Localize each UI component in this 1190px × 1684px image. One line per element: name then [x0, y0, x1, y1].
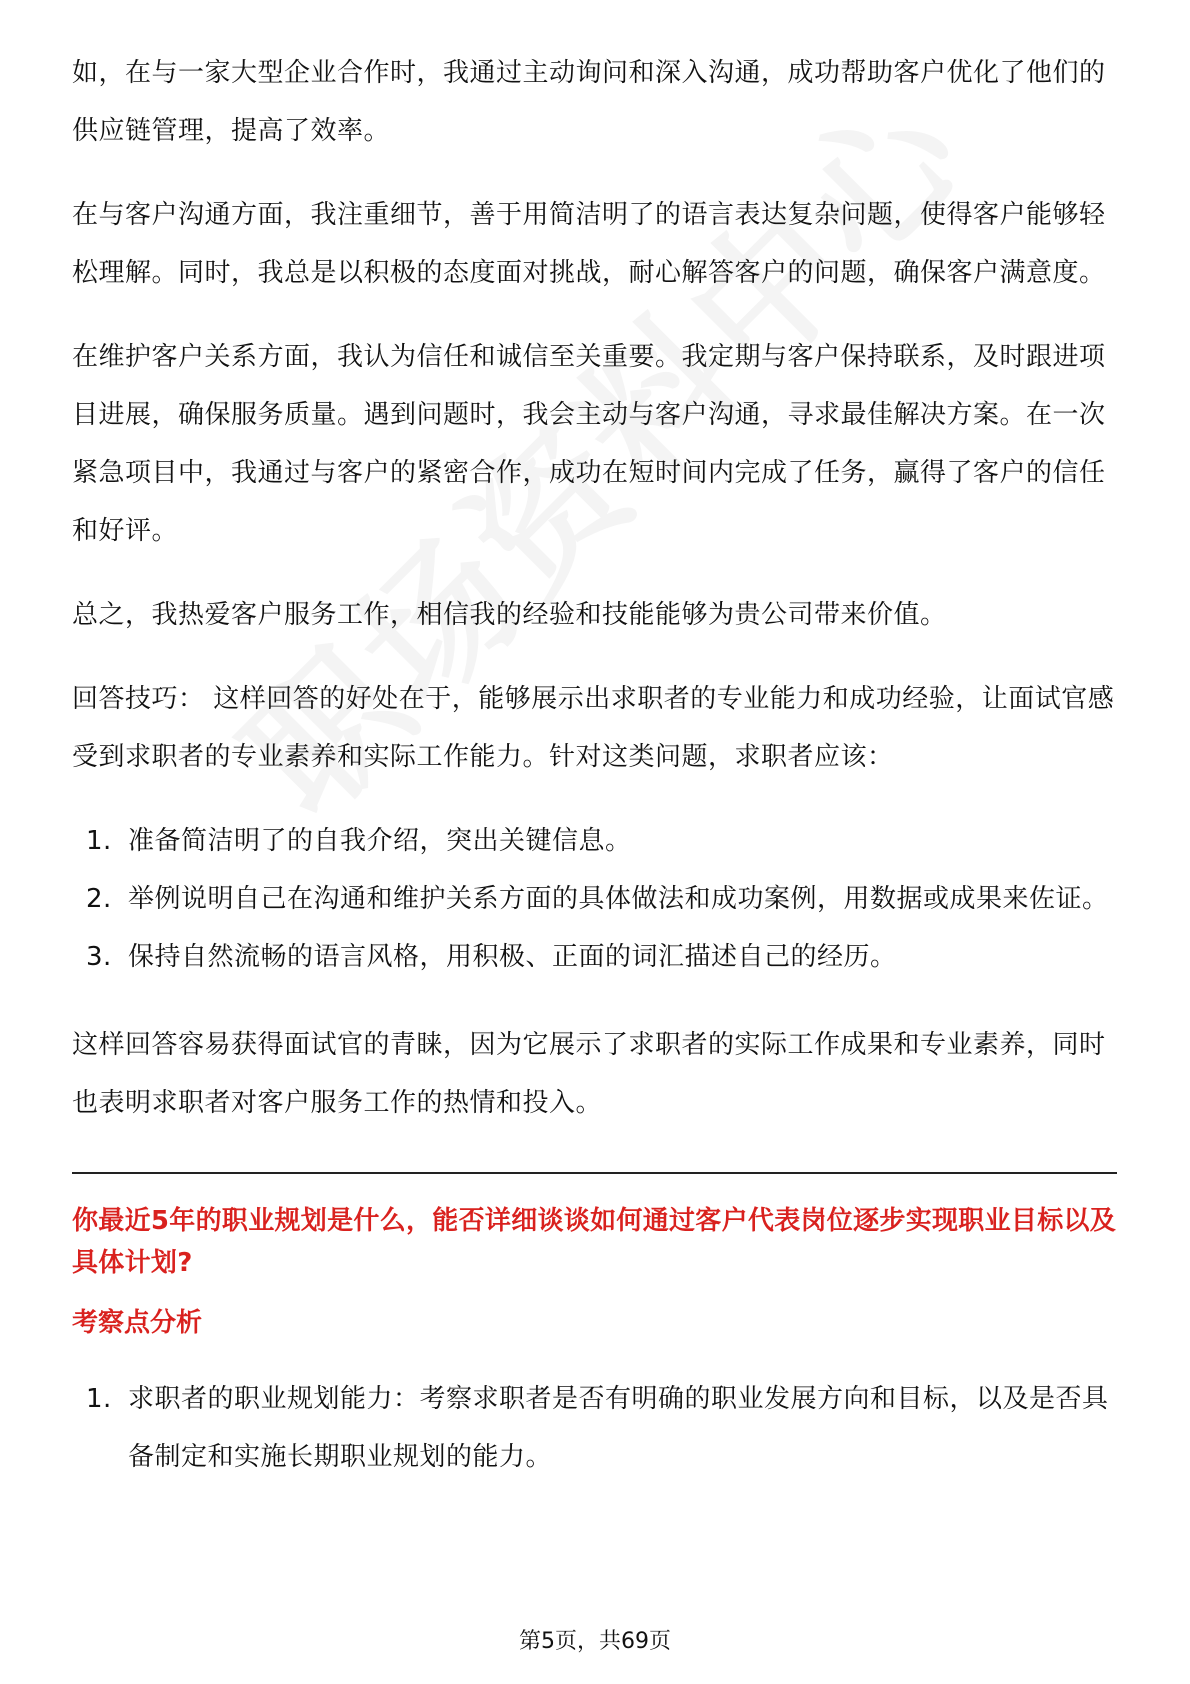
section-divider — [72, 1172, 1117, 1174]
analysis-list — [72, 1370, 1117, 1486]
paragraph: 总之，我热爱客户服务工作，相信我的经验和技能能够为贵公司带来价值。 — [72, 600, 947, 630]
list-item — [72, 1370, 1117, 1486]
answer-tips-paragraph: 回答技巧： 这样回答的好处在于，能够展示出求职者的专业能力和成功经验，让面试官感受到求职者的专业素养和实际工作能力。针对这类问题，求职者应该： — [72, 684, 1115, 772]
analysis-heading: 考察点分析 — [72, 1308, 203, 1338]
paragraph: 如，在与一家大型企业合作时，我通过主动询问和深入沟通，成功帮助客户优化了他们的供应链管理，提高了效率。 — [72, 58, 1106, 146]
list-item — [72, 812, 1117, 870]
page-number-footer: 第5页，共69页 — [519, 1629, 671, 1654]
list-number: 1. — [86, 1384, 112, 1414]
list-number: 3. — [86, 942, 112, 972]
list-item-text: 准备简洁明了的自我介绍，突出关键信息。 — [128, 826, 632, 856]
paragraph: 在维护客户关系方面，我认为信任和诚信至关重要。我定期与客户保持联系，及时跟进项目进展，确保服务质量。遇到问题时，我会主动与客户沟通，寻求最佳解决方案。在一次紧急项目中，我通过与客户的紧密合作，成功在短时间内完成了任务，赢得了客户的信任和好评。 — [72, 342, 1106, 546]
list-item — [72, 928, 1117, 986]
closing-paragraph: 这样回答容易获得面试官的青睐，因为它展示了求职者的实际工作成果和专业素养，同时也表明求职者对客户服务工作的热情和投入。 — [72, 1030, 1106, 1118]
page-content — [72, 44, 1117, 1516]
tips-list — [72, 812, 1117, 986]
list-number: 2. — [86, 884, 112, 914]
list-item-text: 求职者的职业规划能力：考察求职者是否有明确的职业发展方向和目标，以及是否具备制定和实施长期职业规划的能力。 — [128, 1384, 1109, 1472]
list-number: 1. — [86, 826, 112, 856]
list-item-text: 保持自然流畅的语言风格，用积极、正面的词汇描述自己的经历。 — [128, 942, 897, 972]
list-item — [72, 870, 1117, 928]
question-heading: 你最近5年的职业规划是什么，能否详细谈谈如何通过客户代表岗位逐步实现职业目标以及具体计划? — [72, 1206, 1117, 1278]
list-item-text: 举例说明自己在沟通和维护关系方面的具体做法和成功案例，用数据或成果来佐证。 — [128, 884, 1109, 914]
paragraph: 在与客户沟通方面，我注重细节，善于用简洁明了的语言表达复杂问题，使得客户能够轻松理解。同时，我总是以积极的态度面对挑战，耐心解答客户的问题，确保客户满意度。 — [72, 200, 1106, 288]
